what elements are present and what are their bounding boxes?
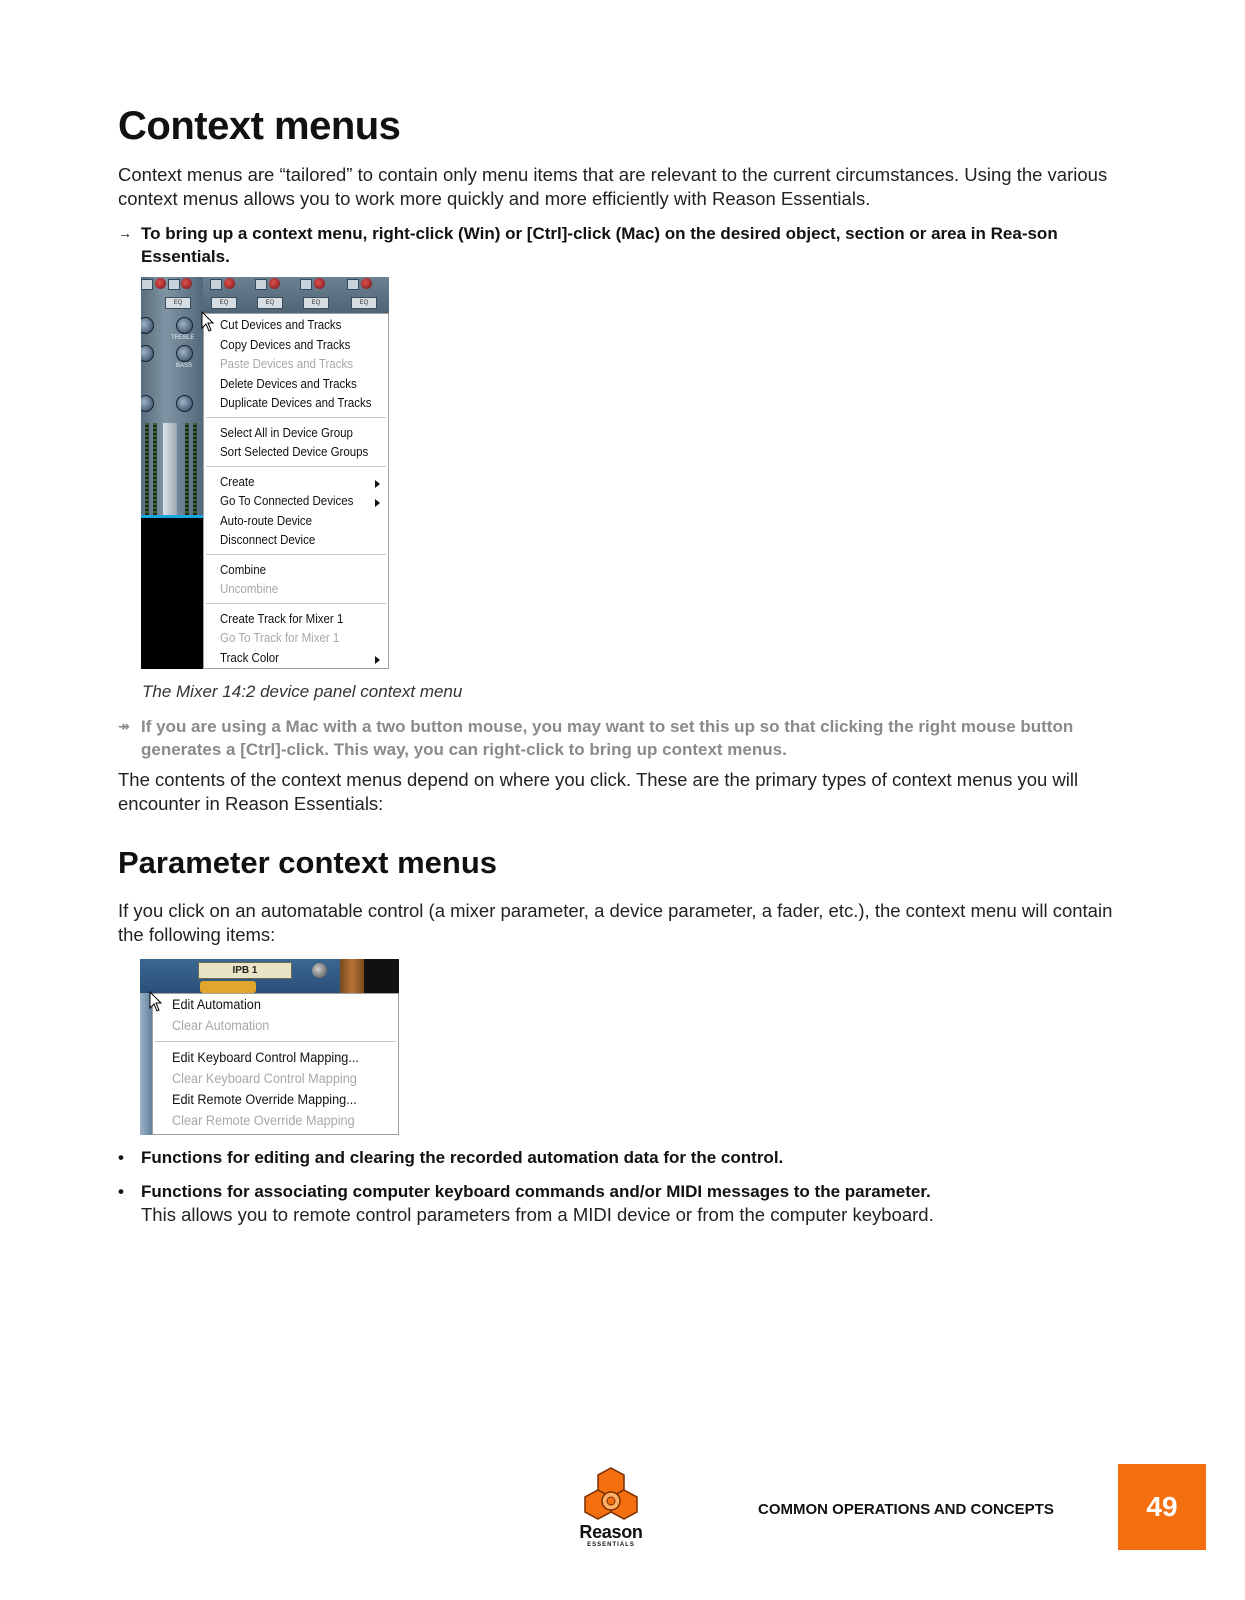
wood-panel [340, 959, 364, 993]
intro-paragraph: Context menus are “tailored” to contain only menu items that are relevant to the current circumstances. Using the various context menus allows you to work more quickly and more efficiently with Reason Essentials. [118, 164, 1108, 209]
bullet-remote-mapping-detail: This allows you to remote control parameters from a MIDI device or from the computer keyboard. [141, 1204, 934, 1225]
menu-item-create[interactable]: Create [220, 475, 255, 489]
channel-button [210, 279, 222, 290]
instruction-step [118, 222, 1118, 268]
menu-item-clear-remote-override-mapping[interactable]: Clear Remote Override Mapping [172, 1113, 355, 1128]
black-panel [364, 959, 399, 993]
bass-label: BASS [176, 363, 193, 369]
eq-button: EQ [165, 297, 191, 309]
footer-section-title: COMMON OPERATIONS AND CONCEPTS [758, 1501, 1054, 1518]
channel-fader [163, 423, 177, 517]
logo-wordmark: Reason [579, 1522, 643, 1542]
level-meter [193, 423, 197, 517]
parameter-context-menu-screenshot [140, 959, 399, 1135]
menu-item-go-to-track-for-mixer[interactable]: Go To Track for Mixer 1 [220, 631, 340, 645]
patch-display: IPB 1 [198, 962, 292, 979]
bullet-automation-text: Functions for editing and clearing the recorded automation data for the control. [141, 1148, 784, 1167]
channel-button [347, 279, 359, 290]
selection-bar [141, 515, 203, 518]
parameter-paragraph: If you click on an automatable control (a mixer parameter, a device parameter, a fader, etc.), the context menu will contain the following items: [118, 900, 1113, 945]
note-arrow-icon: ↠ [118, 718, 130, 734]
bullet-remote-mapping-text: Functions for associating computer keyboard commands and/or MIDI messages to the parameter. [141, 1182, 931, 1201]
menu-item-copy-devices-and-tracks[interactable]: Copy Devices and Tracks [220, 338, 351, 352]
menu-separator [155, 1041, 396, 1042]
menu-item-track-color[interactable]: Track Color [220, 651, 280, 665]
pan-knob-icon [176, 395, 193, 412]
menu-item-disconnect-device[interactable]: Disconnect Device [220, 533, 316, 547]
menu-item-create-track-for-mixer[interactable]: Create Track for Mixer 1 [220, 612, 344, 626]
submenu-arrow-icon [375, 480, 380, 488]
level-meter [145, 423, 149, 517]
figure-caption: The Mixer 14:2 device panel context menu [142, 682, 463, 701]
menu-item-paste-devices-and-tracks[interactable]: Paste Devices and Tracks [220, 357, 353, 371]
treble-label: TREBLE [171, 335, 195, 341]
bullet-icon: • [118, 1148, 124, 1167]
logo-subtitle: ESSENTIALS [587, 1542, 635, 1548]
menu-item-clear-keyboard-control-mapping[interactable]: Clear Keyboard Control Mapping [172, 1071, 357, 1086]
eq-button: EQ [303, 297, 329, 309]
red-knob-icon [155, 278, 166, 289]
channel-button [255, 279, 267, 290]
note-text: If you are using a Mac with a two button mouse, you may want to set this up so that clicking the right mouse button generates a [Ctrl]-click. This way, you can right-click to bring up context menus. [141, 717, 1074, 759]
menu-item-combine[interactable]: Combine [220, 563, 267, 577]
menu-separator [206, 554, 386, 556]
device-logo-strip [200, 981, 256, 993]
bullet-automation [118, 1146, 1118, 1169]
section-heading: Parameter context menus [118, 845, 498, 880]
menu-item-delete-devices-and-tracks[interactable]: Delete Devices and Tracks [220, 377, 357, 391]
eq-button: EQ [211, 297, 237, 309]
menu-item-go-to-connected-devices[interactable]: Go To Connected Devices [220, 494, 354, 508]
page-number-box [1118, 1464, 1206, 1550]
level-meter [185, 423, 189, 517]
mixer-context-menu-screenshot [141, 277, 389, 669]
menu-item-duplicate-devices-and-tracks[interactable]: Duplicate Devices and Tracks [220, 396, 372, 410]
menu-separator [206, 603, 386, 605]
menu-item-uncombine[interactable]: Uncombine [220, 582, 279, 596]
device-side-panel [140, 993, 152, 1135]
red-knob-icon [181, 278, 192, 289]
menu-item-edit-keyboard-control-mapping[interactable]: Edit Keyboard Control Mapping... [172, 1050, 359, 1065]
level-meter [153, 423, 157, 517]
menu-item-edit-automation[interactable]: Edit Automation [172, 997, 261, 1012]
mixer-context-menu [203, 313, 389, 669]
submenu-arrow-icon [375, 499, 380, 507]
menu-separator [206, 466, 386, 468]
treble-knob-icon [176, 317, 193, 334]
mac-note [118, 715, 1118, 761]
menu-item-cut-devices-and-tracks[interactable]: Cut Devices and Tracks [220, 318, 342, 332]
bullet-remote-mapping [118, 1180, 1118, 1226]
eq-button: EQ [257, 297, 283, 309]
bullet-icon: • [118, 1182, 124, 1201]
device-knob-icon [312, 963, 327, 978]
contents-paragraph: The contents of the context menus depend on where you click. These are the primary types of context menus you will encounter in Reason Essentials: [118, 769, 1079, 814]
channel-button [168, 279, 180, 290]
eq-button: EQ [351, 297, 377, 309]
channel-button [300, 279, 312, 290]
page-number: 49 [1146, 1491, 1178, 1522]
arrow-icon: → [118, 225, 132, 241]
submenu-arrow-icon [375, 656, 380, 664]
menu-separator [206, 417, 386, 419]
menu-item-select-all-in-device-group[interactable]: Select All in Device Group [220, 426, 353, 440]
channel-button [141, 279, 153, 290]
parameter-context-menu [152, 993, 399, 1135]
bass-knob-icon [176, 345, 193, 362]
red-knob-icon [314, 278, 325, 289]
red-knob-icon [361, 278, 372, 289]
menu-item-sort-selected-device-groups[interactable]: Sort Selected Device Groups [220, 445, 369, 459]
menu-item-auto-route-device[interactable]: Auto-route Device [220, 514, 313, 528]
menu-item-clear-automation[interactable]: Clear Automation [172, 1018, 270, 1033]
red-knob-icon [269, 278, 280, 289]
page-title: Context menus [118, 104, 401, 148]
red-knob-icon [224, 278, 235, 289]
menu-item-edit-remote-override-mapping[interactable]: Edit Remote Override Mapping... [172, 1092, 357, 1107]
instruction-text: To bring up a context menu, right-click (Win) or [Ctrl]-click (Mac) on the desired object, section or area in Rea-son Essentials. [141, 224, 1058, 266]
